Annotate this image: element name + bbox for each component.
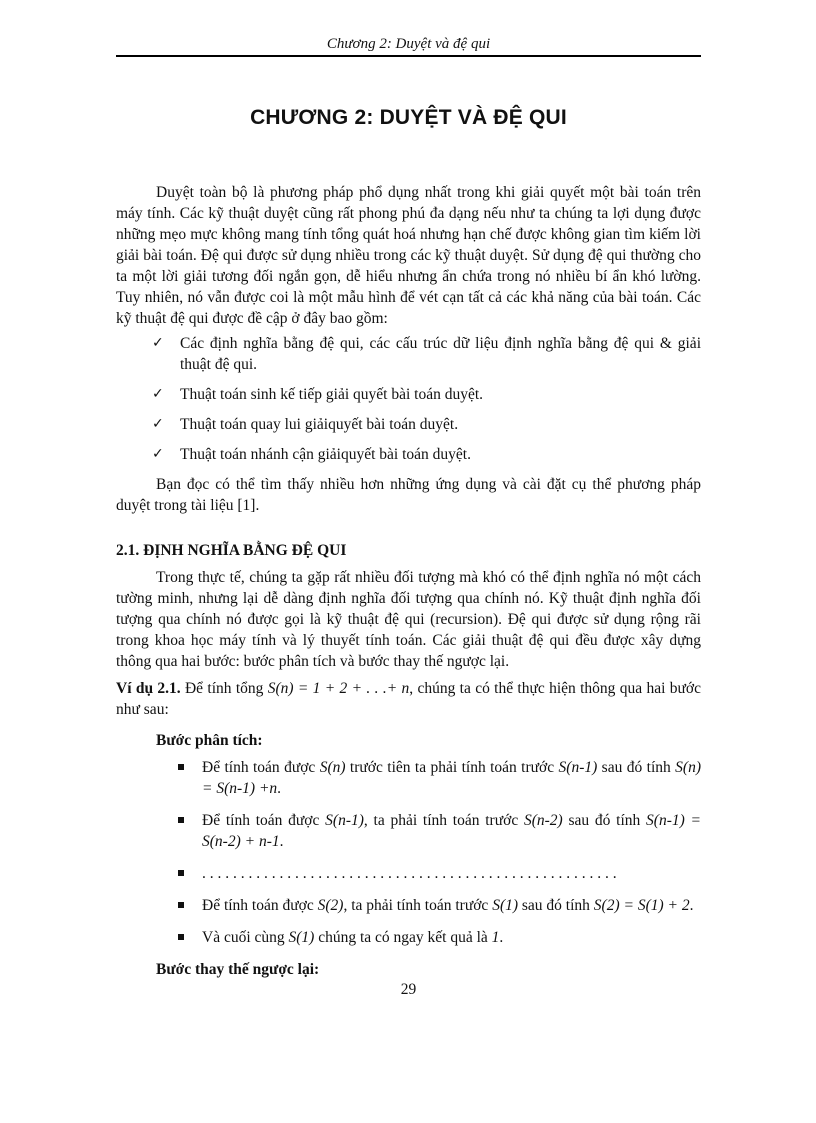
bullet-square-icon — [178, 870, 184, 876]
section-heading: 2.1. ĐỊNH NGHĨA BẰNG ĐỆ QUI — [116, 542, 347, 559]
bullet-square-icon — [178, 817, 184, 823]
checkmark-icon: ✓ — [152, 416, 164, 432]
checkmark-icon: ✓ — [152, 446, 164, 462]
list-item: Để tính toán được S(n) trước tiên ta phải tính toán trước S(n-1) sau đó tính S(n) = S(n-1) +n. — [116, 757, 701, 799]
bullet-square-icon — [178, 902, 184, 908]
checkmark-icon: ✓ — [152, 335, 164, 351]
section-paragraph: Trong thực tế, chúng ta gặp rất nhiều đối tượng mà khó có thể định nghĩa nó một cách tường minh, nhưng lại dễ dàng định nghĩa đối tượng qua chính nó. Kỹ thuật định nghĩa đối tượng qua chính nó được gọi là kỹ thuật đệ qui (recursion). Đệ qui được sử dụng rộng rãi trong khoa học máy tính và lý thuyết tính toán. Các giải thuật đệ qui đều được xây dựng thông qua hai bước: bước phân tích và bước thay thế ngược lại. — [116, 569, 701, 670]
running-header: Chương 2: Duyệt và đệ qui — [326, 36, 491, 52]
analysis-heading: Bước phân tích: — [156, 732, 263, 749]
formula: S(n) = 1 + 2 + . . .+ n — [267, 680, 410, 697]
bullet-square-icon — [178, 934, 184, 940]
page-number: 29 — [400, 981, 417, 998]
list-item: ✓ Thuật toán nhánh cận giảiquyết bài toán duyệt. — [152, 446, 471, 463]
list-item: Để tính toán được S(2), ta phải tính toán trước S(1) sau đó tính S(2) = S(1) + 2. — [116, 895, 701, 916]
bullet-square-icon — [178, 764, 184, 770]
substitution-heading: Bước thay thế ngược lại: — [156, 961, 320, 978]
list-item: Để tính toán được S(n-1), ta phải tính toán trước S(n-2) sau đó tính S(n-1) = S(n-2) + n-1. — [116, 810, 701, 852]
list-item — [116, 863, 701, 884]
list-item: Và cuối cùng S(1) chúng ta có ngay kết quả là 1. — [116, 927, 701, 948]
list-item: ✓ Thuật toán sinh kế tiếp giải quyết bài toán duyệt. — [152, 386, 484, 403]
intro-paragraph: Duyệt toàn bộ là phương pháp phổ dụng nhất trong khi giải quyết một bài toán trên máy tính. Các kỹ thuật duyệt cũng rất phong phú đa dạng nếu như ta chúng ta lợi dụng được những mẹo mực không mang tính tổng quát hoá nhưng hạn chế được không gian tìm kiếm lời giải bài toán. Đệ qui được sử dụng nhiều trong các kỹ thuật duyệt. Sử dụng đệ qui thường cho ta một lời giải tương đối ngắn gọn, dễ hiểu nhưng ẩn chứa trong nó nhiều bí ẩn khó lường. Tuy nhiên, nó vẫn được coi là một mẫu hình để vét cạn tất cả các khả năng của bài toán. Các kỹ thuật đệ qui được đề cập ở đây bao gồm: — [116, 184, 701, 327]
example-paragraph: Ví dụ 2.1. Để tính tổng S(n) = 1 + 2 + . . .+ n, chúng ta có thể thực hiện thông qua hai bước như sau: — [116, 680, 701, 718]
page-body — [116, 182, 701, 980]
list-item: ✓ Thuật toán quay lui giảiquyết bài toán duyệt. — [152, 416, 459, 433]
example-label: Ví dụ 2.1. — [116, 680, 181, 697]
header-rule — [116, 55, 701, 57]
checklist — [116, 333, 701, 465]
list-item: ✓ Các định nghĩa bằng đệ qui, các cấu trúc dữ liệu định nghĩa bằng đệ qui & giải thuật đệ qui. — [152, 335, 701, 373]
ellipsis-line: . . . . . . . . . . . . . . . . . . . . . . . . . . . . . . . . . . . . . . . . . . . . . . . . . . . . . . — [202, 865, 617, 882]
closing-paragraph: Bạn đọc có thể tìm thấy nhiều hơn những ứng dụng và cài đặt cụ thể phương pháp duyệt trong tài liệu [1]. — [116, 476, 701, 514]
chapter-title: CHƯƠNG 2: DUYỆT VÀ ĐỆ QUI — [250, 106, 567, 129]
analysis-list — [116, 757, 701, 948]
checkmark-icon: ✓ — [152, 386, 164, 402]
